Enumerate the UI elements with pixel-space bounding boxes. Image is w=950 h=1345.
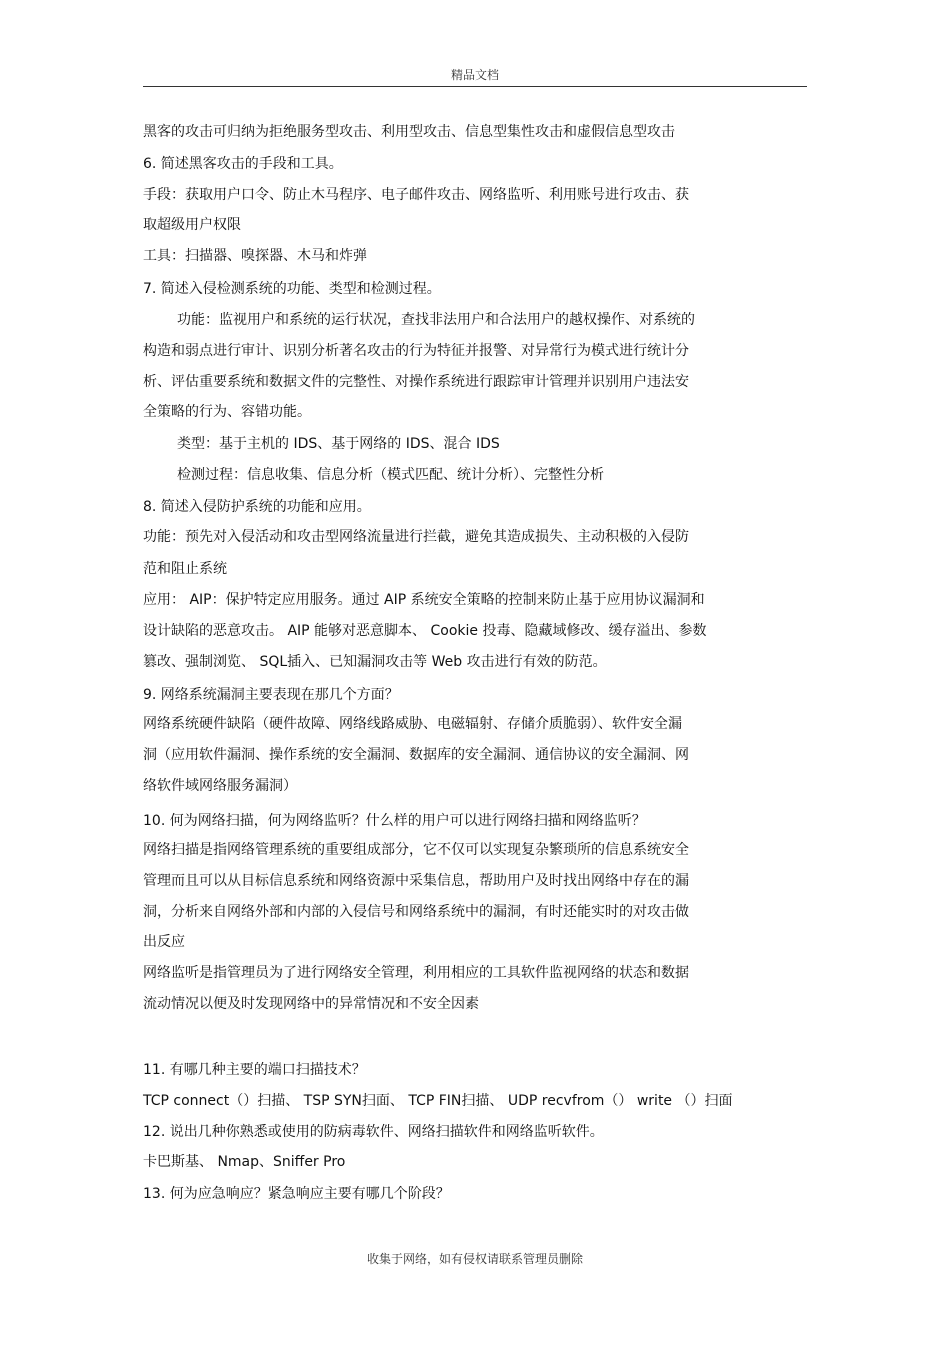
text-line: 功能：预先对入侵活动和攻击型网络流量进行拦截，避免其造成损失、主动积极的入侵防 — [143, 529, 689, 545]
question-line: 6. 简述黑客攻击的手段和工具。 — [143, 156, 343, 172]
text-line: 络软件域网络服务漏洞） — [143, 778, 297, 794]
text-line: 流动情况以便及时发现网络中的异常情况和不安全因素 — [143, 996, 479, 1012]
text-line: 检测过程：信息收集、信息分析（模式匹配、统计分析）、完整性分析 — [177, 467, 604, 483]
text-line: 网络系统硬件缺陷（硬件故障、网络线路威胁、电磁辐射、存储介质脆弱）、软件安全漏 — [143, 716, 682, 732]
text-line: 网络监听是指管理员为了进行网络安全管理，利用相应的工具软件监视网络的状态和数据 — [143, 965, 689, 981]
question-line: 7. 简述入侵检测系统的功能、类型和检测过程。 — [143, 281, 441, 297]
text-line: 应用： AIP：保护特定应用服务。通过 AIP 系统安全策略的控制来防止基于应用协议漏洞和 — [143, 592, 705, 608]
question-line: 10. 何为网络扫描，何为网络监听？什么样的用户可以进行网络扫描和网络监听？ — [143, 813, 646, 829]
text-line: 洞，分析来自网络外部和内部的入侵信号和网络系统中的漏洞，有时还能实时的对攻击做 — [143, 904, 689, 920]
text-line: 工具：扫描器、嗅探器、木马和炸弹 — [143, 248, 367, 264]
question-line: 12. 说出几种你熟悉或使用的防病毒软件、网络扫描软件和网络监听软件。 — [143, 1124, 604, 1140]
text-line: 篡改、强制浏览、 SQL插入、已知漏洞攻击等 Web 攻击进行有效的防范。 — [143, 654, 607, 670]
text-line: 出反应 — [143, 934, 185, 950]
text-line: 构造和弱点进行审计、识别分析著名攻击的行为特征并报警、对异常行为模式进行统计分 — [143, 343, 689, 359]
question-line: 13. 何为应急响应？紧急响应主要有哪几个阶段？ — [143, 1186, 450, 1202]
text-line: 析、评估重要系统和数据文件的完整性、对操作系统进行跟踪审计管理并识别用户违法安 — [143, 374, 689, 390]
text-line: 管理而且可以从目标信息系统和网络资源中采集信息，帮助用户及时找出网络中存在的漏 — [143, 873, 689, 889]
text-line: 设计缺陷的恶意攻击。 AIP 能够对恶意脚本、 Cookie 投毒、隐藏域修改、缓存溢出、参数 — [143, 623, 707, 639]
text-line: 全策略的行为、容错功能。 — [143, 404, 311, 420]
text-line: 取超级用户权限 — [143, 217, 241, 233]
text-line: 范和阻止系统 — [143, 561, 227, 577]
text-line: 手段：获取用户口令、防止木马程序、电子邮件攻击、网络监听、利用账号进行攻击、获 — [143, 187, 689, 203]
text-line: 黑客的攻击可归纳为拒绝服务型攻击、利用型攻击、信息型集性攻击和虚假信息型攻击 — [143, 124, 675, 140]
text-line: 网络扫描是指网络管理系统的重要组成部分，它不仅可以实现复杂繁琐所的信息系统安全 — [143, 842, 689, 858]
page-header: 精品文档 — [450, 68, 499, 82]
text-line: TCP connect（）扫描、 TSP SYN扫面、 TCP FIN扫描、 UDP recvfrom（） write （）扫面 — [143, 1093, 733, 1109]
question-line: 8. 简述入侵防护系统的功能和应用。 — [143, 499, 371, 515]
question-line: 9. 网络系统漏洞主要表现在那几个方面？ — [143, 687, 399, 703]
question-line: 11. 有哪几种主要的端口扫描技术？ — [143, 1062, 366, 1078]
text-line: 功能：监视用户和系统的运行状况，查找非法用户和合法用户的越权操作、对系统的 — [177, 312, 695, 328]
text-line: 卡巴斯基、 Nmap、Sniffer Pro — [143, 1154, 346, 1170]
text-line: 类型：基于主机的 IDS、基于网络的 IDS、混合 IDS — [177, 436, 500, 452]
page-footer: 收集于网络，如有侵权请联系管理员删除 — [366, 1252, 583, 1266]
text-line: 洞（应用软件漏洞、操作系统的安全漏洞、数据库的安全漏洞、通信协议的安全漏洞、网 — [143, 747, 689, 763]
